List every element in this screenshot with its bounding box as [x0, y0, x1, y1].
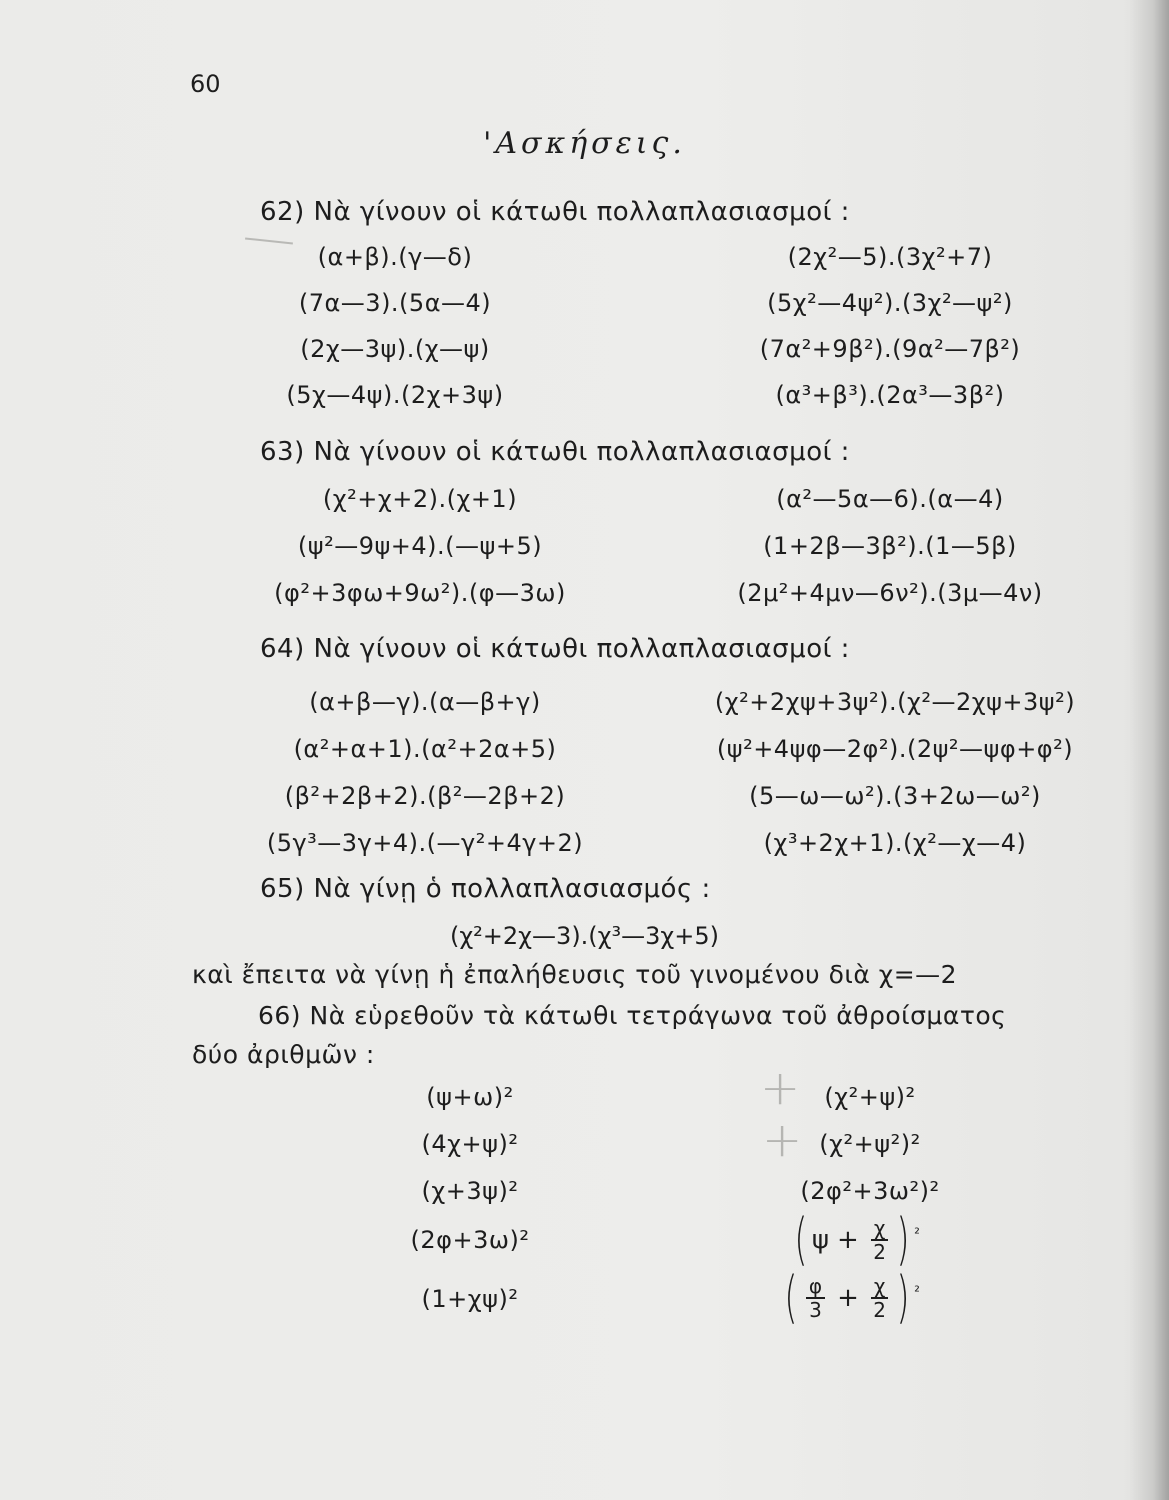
ex62-left-3: (2χ—3ψ).(χ—ψ) — [300, 335, 490, 363]
ex66-left-3: (χ+3ψ)² — [421, 1177, 519, 1205]
pencil-mark-plus: + — [762, 1112, 803, 1168]
ex63-right-3: (2μ²+4μν—6ν²).(3μ—4ν) — [737, 579, 1043, 607]
numerator: χ — [871, 1217, 889, 1241]
fraction — [871, 1217, 889, 1263]
ex65-continuation: καὶ ἔπειτα νὰ γίνῃ ἡ ἐπαλήθευσις τοῦ γινομένου διὰ χ=—2 — [192, 960, 958, 989]
denominator: 3 — [809, 1298, 822, 1322]
ex66-left-5: (1+χψ)² — [421, 1285, 519, 1313]
numerator: φ — [806, 1275, 825, 1299]
plus-sign: + — [837, 1283, 859, 1313]
ex64-right-4: (χ³+2χ+1).(χ²—χ—4) — [763, 829, 1027, 857]
ex62-left-1: (α+β).(γ—δ) — [317, 243, 473, 271]
ex63-right-2: (1+2β—3β²).(1—5β) — [763, 532, 1017, 560]
ex62-right-1: (2χ²—5).(3χ²+7) — [787, 243, 993, 271]
ex66-right-5 — [780, 1265, 920, 1330]
ex66-left-2: (4χ+ψ)² — [421, 1130, 519, 1158]
ex63-left-3: (φ²+3φω+9ω²).(φ—3ω) — [274, 579, 566, 607]
exercise-63-header: 63) Νὰ γίνουν οἱ κάτωθι πολλαπλασιασμοί : — [260, 437, 850, 467]
fraction — [806, 1275, 825, 1321]
exercise-64-header: 64) Νὰ γίνουν οἱ κάτωθι πολλαπλασιασμοί : — [260, 634, 850, 664]
ex62-left-4: (5χ—4ψ).(2χ+3ψ) — [286, 381, 504, 409]
plus-sign: + — [837, 1225, 859, 1255]
exponent: ² — [914, 1226, 920, 1242]
ex66-right-3: (2φ²+3ω²)² — [800, 1177, 940, 1205]
ex66-right-2: (χ²+ψ²)² — [819, 1130, 921, 1158]
exercise-62-header: 62) Νὰ γίνουν οἱ κάτωθι πολλαπλασιασμοί : — [260, 197, 850, 227]
denominator: 2 — [873, 1240, 886, 1264]
exercise-65-header: 65) Νὰ γίνῃ ὁ πολλαπλασιασμός : — [260, 874, 711, 904]
right-paren: ) — [896, 1265, 910, 1330]
ex64-right-3: (5—ω—ω²).(3+2ω—ω²) — [749, 782, 1041, 810]
ex64-right-2: (ψ²+4ψφ—2φ²).(2ψ²—ψφ+φ²) — [716, 735, 1074, 763]
page-number: 60 — [190, 70, 221, 98]
ex62-left-2: (7α—3).(5α—4) — [298, 289, 492, 317]
section-title: 'Ασκήσεις. — [483, 126, 686, 161]
ex63-right-1: (α²—5α—6).(α—4) — [776, 485, 1004, 513]
ex62-right-3: (7α²+9β²).(9α²—7β²) — [759, 335, 1021, 363]
ex63-left-1: (χ²+χ+2).(χ+1) — [322, 485, 518, 513]
ex66-right-1: (χ²+ψ)² — [824, 1083, 916, 1111]
denominator: 2 — [873, 1298, 886, 1322]
ex66-right-4 — [790, 1207, 920, 1272]
exercise-66-header-cont: δύο ἀριθμῶν : — [192, 1040, 375, 1069]
pencil-mark-plus: + — [760, 1060, 801, 1116]
right-paren: ) — [896, 1207, 910, 1272]
exercise-66-header: 66) Νὰ εὑρεθοῦν τὰ κάτωθι τετράγωνα τοῦ ἀθροίσματος — [258, 1001, 1007, 1030]
left-paren: ( — [784, 1265, 798, 1330]
ex64-left-4: (5γ³—3γ+4).(—γ²+4γ+2) — [266, 829, 584, 857]
ex64-left-1: (α+β—γ).(α—β+γ) — [309, 688, 541, 716]
ex64-left-2: (α²+α+1).(α²+2α+5) — [293, 735, 557, 763]
ex66-left-4: (2φ+3ω)² — [410, 1226, 530, 1254]
numerator: χ — [871, 1275, 889, 1299]
ex64-left-3: (β²+2β+2).(β²—2β+2) — [284, 782, 566, 810]
ex63-left-2: (ψ²—9ψ+4).(—ψ+5) — [297, 532, 543, 560]
exponent: ² — [914, 1284, 920, 1300]
ex65-expression: (χ²+2χ—3).(χ³—3χ+5) — [449, 922, 720, 950]
term: ψ — [811, 1225, 830, 1255]
ex66-left-1: (ψ+ω)² — [426, 1083, 514, 1111]
ex62-right-2: (5χ²—4ψ²).(3χ²—ψ²) — [767, 289, 1013, 317]
ex64-right-1: (χ²+2χψ+3ψ²).(χ²—2χψ+3ψ²) — [714, 688, 1076, 716]
ex62-right-4: (α³+β³).(2α³—3β²) — [775, 381, 1005, 409]
fraction — [871, 1275, 889, 1321]
left-paren: ( — [794, 1207, 808, 1272]
